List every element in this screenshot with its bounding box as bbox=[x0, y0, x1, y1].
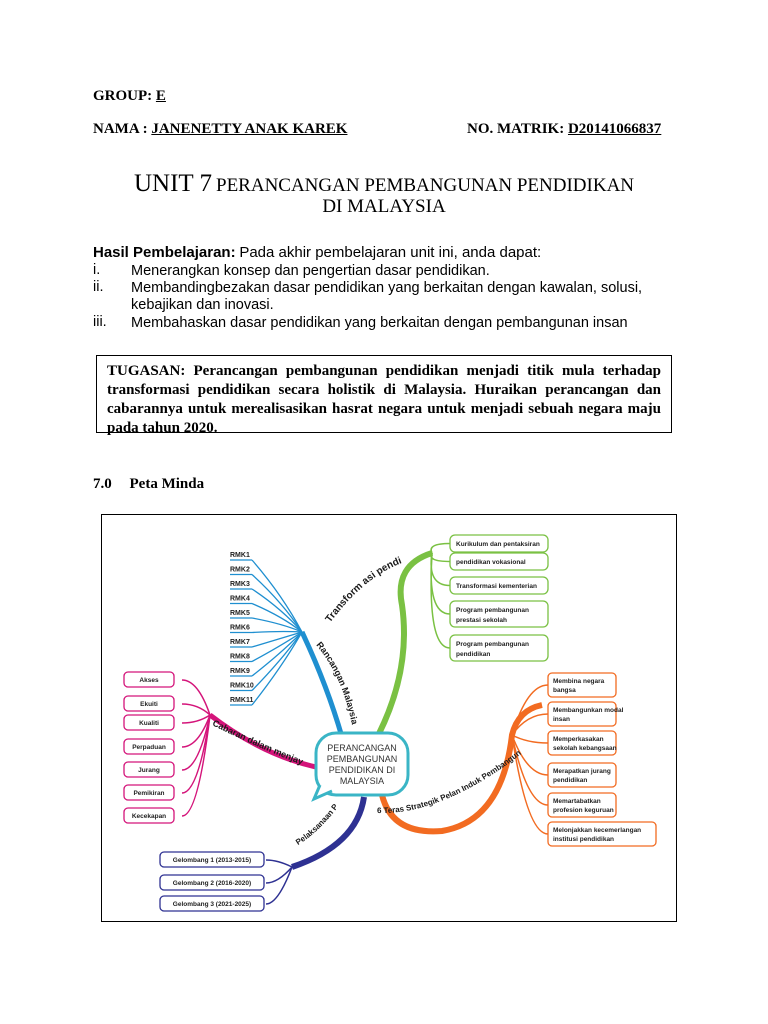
gelombang-item-label: Gelombang 2 (2016-2020) bbox=[172, 880, 252, 887]
central-topic bbox=[314, 733, 408, 799]
rmk-connector bbox=[252, 632, 302, 676]
svg-text:PENDIDIKAN DI: PENDIDIKAN DI bbox=[328, 765, 396, 775]
teras-branch bbox=[512, 673, 656, 846]
teras-item-label: Membina negara bbox=[553, 678, 605, 685]
mind-map-svg bbox=[102, 515, 676, 921]
rmk-label: RMK1 bbox=[230, 552, 250, 559]
matrik-label: NO. MATRIK: bbox=[467, 121, 565, 137]
cabaran-connector bbox=[182, 715, 210, 793]
group-line bbox=[93, 88, 166, 105]
transform-connector bbox=[431, 553, 450, 586]
unit-title bbox=[0, 170, 768, 198]
learning-outcomes-intro: Pada akhir pembelajaran unit ini, anda dapat: bbox=[239, 244, 542, 261]
rmk-connector bbox=[252, 618, 302, 632]
svg-text:PEMBANGUNAN: PEMBANGUNAN bbox=[326, 754, 398, 764]
cabaran-item-label: Akses bbox=[139, 677, 159, 684]
cabaran-item-label: Ekuiti bbox=[140, 701, 158, 708]
section-title: Peta Minda bbox=[129, 476, 205, 492]
svg-text:PERANCANGAN: PERANCANGAN bbox=[327, 743, 397, 753]
teras-item-label: insan bbox=[553, 716, 570, 723]
section-heading bbox=[93, 476, 204, 493]
rmk-label: RMK6 bbox=[230, 624, 250, 632]
unit-title-line2: DI MALAYSIA bbox=[322, 196, 446, 217]
teras-item-label: Merapatkan jurang bbox=[553, 768, 611, 775]
rmk-label: RMK4 bbox=[230, 595, 250, 603]
teras-item-label: pendidikan bbox=[553, 777, 588, 784]
teras-item-label: profesion keguruan bbox=[553, 807, 614, 814]
teras-item-label: bangsa bbox=[553, 687, 576, 694]
rmk-connector bbox=[252, 632, 302, 662]
pelaksanaan-branch bbox=[160, 852, 292, 911]
unit-title-line1: PERANCANGAN PEMBANGUNAN PENDIDIKAN bbox=[216, 175, 635, 196]
rmk-label: RMK9 bbox=[230, 668, 250, 675]
teras-connector bbox=[512, 735, 548, 743]
pelaksanaan-branch-label: Pelaksanaan P bbox=[294, 802, 340, 847]
cabaran-item-label: Kecekapan bbox=[131, 813, 167, 820]
rmk-label: RMK10 bbox=[230, 682, 254, 690]
transform-item-label: Transformasi kementerian bbox=[456, 583, 537, 590]
rmk-connector bbox=[252, 631, 302, 632]
name-label: NAMA : bbox=[93, 121, 148, 137]
rmk-label: RMK2 bbox=[230, 566, 250, 574]
transform-stem bbox=[372, 553, 432, 747]
task-box: TUGASAN: Perancangan pembangunan pendidikan menjadi titik mula terhadap transformasi pendidikan secara holistik di Malaysia. Huraikan perancangan dan cabarannya untuk merealisasikan hasrat negara untuk menjadi sebuah negara maju pada tahun 2020. bbox=[96, 355, 672, 433]
rmk-branch bbox=[230, 552, 302, 705]
learning-outcomes-label: Hasil Pembelajaran: bbox=[93, 244, 236, 261]
matrik-line bbox=[467, 121, 661, 138]
mind-map bbox=[101, 514, 677, 922]
group-label: GROUP: bbox=[93, 88, 153, 104]
transform-branch bbox=[431, 535, 548, 661]
cabaran-item-label: Kualiti bbox=[139, 720, 159, 727]
gelombang-connector bbox=[266, 860, 292, 867]
rmk-connector bbox=[252, 589, 302, 632]
teras-item-label: Memartabatkan bbox=[553, 798, 601, 805]
transform-item-label: Program pembangunan bbox=[456, 641, 529, 648]
pelaksanaan-stem bbox=[292, 797, 364, 867]
name-line bbox=[93, 121, 347, 138]
group-value: E bbox=[155, 88, 166, 104]
matrik-value: D20141066837 bbox=[567, 121, 662, 137]
teras-branch-label: 6 Teras Strategik Pelan Induk Pembangun bbox=[376, 748, 523, 816]
teras-item-label: Membangunkan modal bbox=[553, 707, 624, 714]
cabaran-item-label: Jurang bbox=[138, 767, 160, 774]
teras-item-label: sekolah kebangsaan bbox=[553, 745, 617, 752]
cabaran-branch bbox=[124, 672, 210, 823]
transform-branch-label: Transform asi pendi bbox=[323, 555, 404, 625]
unit-number: UNIT 7 bbox=[133, 170, 212, 197]
rmk-label: RMK11 bbox=[230, 697, 254, 704]
name-value: JANENETTY ANAK KAREK bbox=[151, 121, 348, 137]
gelombang-connector bbox=[266, 867, 292, 904]
section-number: 7.0 bbox=[93, 476, 112, 492]
rmk-label: RMK5 bbox=[230, 610, 250, 617]
transform-connector bbox=[431, 544, 450, 554]
transform-item-label: pendidikan vokasional bbox=[456, 559, 526, 566]
cabaran-item-label: Perpaduan bbox=[132, 744, 166, 751]
teras-item-label: institusi pendidikan bbox=[553, 836, 615, 843]
rmk-label: RMK3 bbox=[230, 581, 250, 588]
transform-item-label: Program pembangunan bbox=[456, 607, 529, 614]
gelombang-item-label: Gelombang 1 (2013-2015) bbox=[172, 857, 252, 864]
cabaran-connector bbox=[182, 715, 210, 723]
rmk-label: RMK7 bbox=[230, 639, 250, 646]
cabaran-connector bbox=[182, 680, 210, 715]
cabaran-branch-label: Cabaran dalam menjay bbox=[211, 717, 305, 767]
rancangan-branch-label: Rancangan Malaysia bbox=[314, 639, 360, 726]
teras-item-label: Melonjakkan kecemerlangan bbox=[553, 827, 642, 834]
gelombang-item-label: Gelombang 3 (2021-2025) bbox=[172, 901, 252, 908]
transform-item-label: prestasi sekolah bbox=[456, 617, 507, 624]
transform-item-label: pendidikan bbox=[456, 651, 491, 658]
rmk-connector bbox=[252, 632, 302, 691]
teras-item-label: Memperkasakan bbox=[553, 736, 604, 743]
learning-outcomes-heading bbox=[93, 244, 541, 262]
rmk-label: RMK8 bbox=[230, 653, 250, 661]
cabaran-item-label: Pemikiran bbox=[133, 790, 165, 797]
svg-text:MALAYSIA: MALAYSIA bbox=[339, 776, 385, 786]
transform-connector bbox=[431, 553, 450, 562]
transform-item-label: Kurikulum dan pentaksiran bbox=[456, 541, 540, 548]
